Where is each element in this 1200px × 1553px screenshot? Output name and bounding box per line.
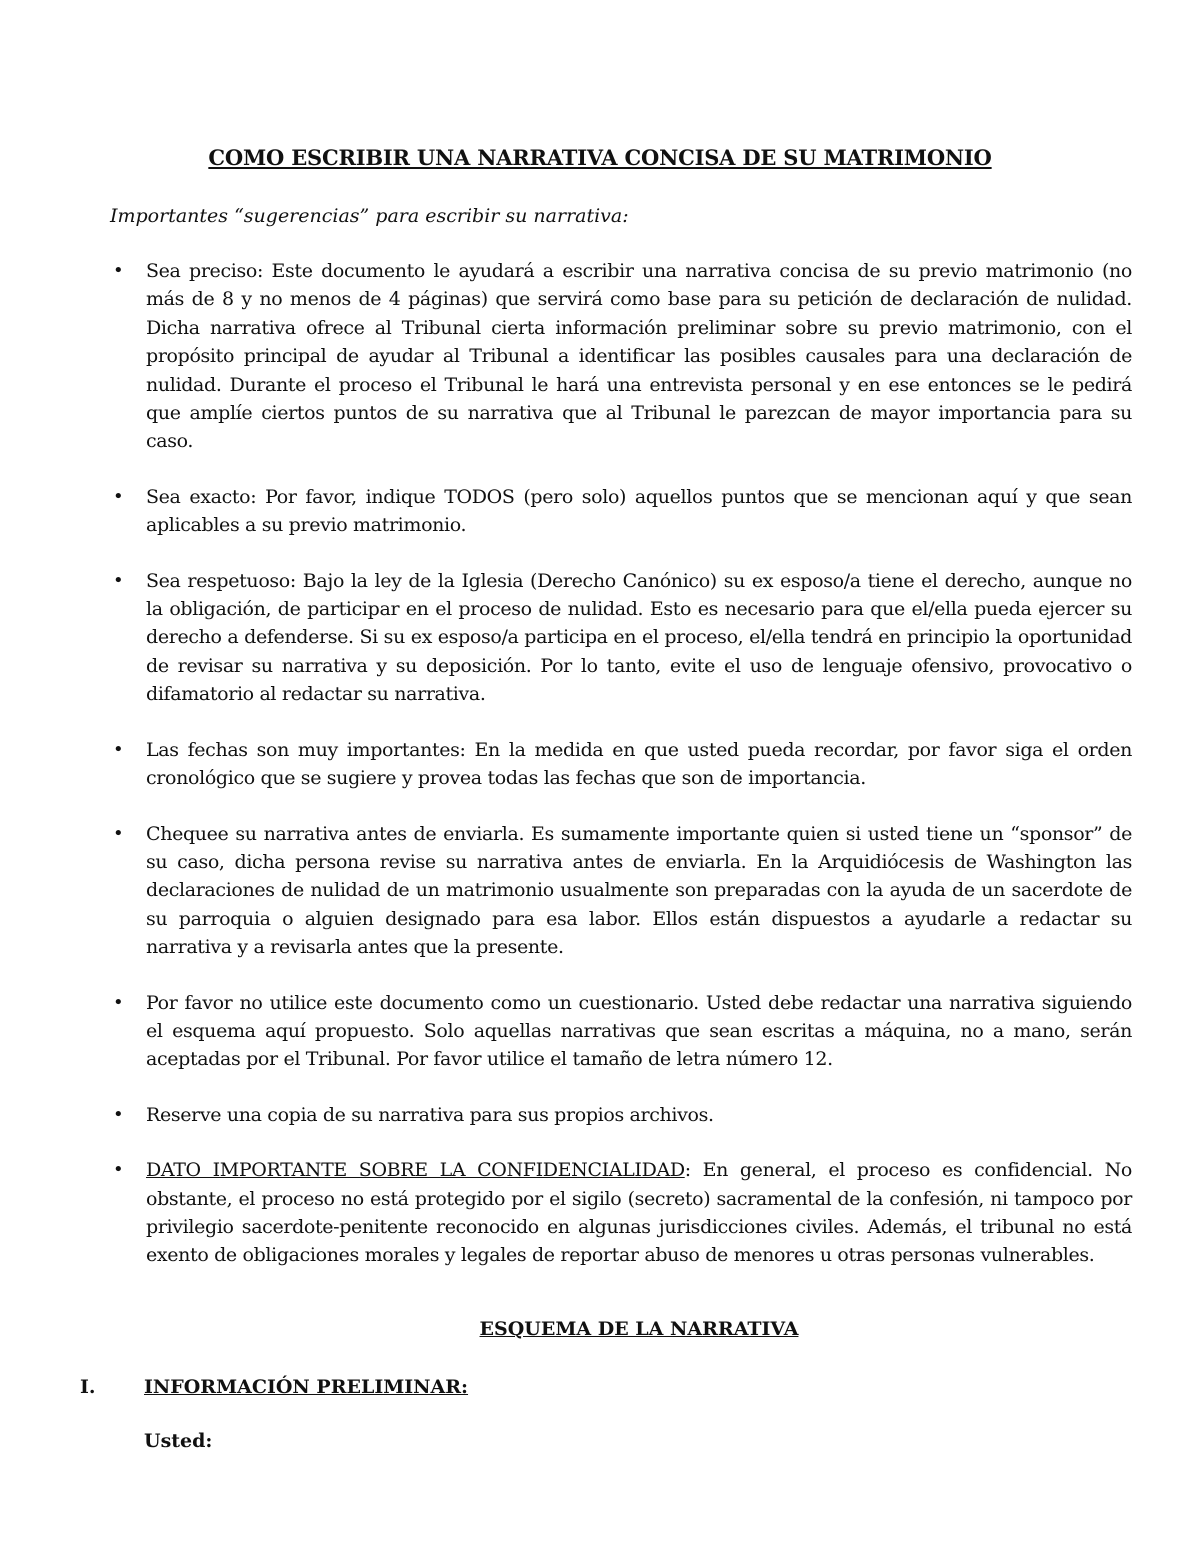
document-title: COMO ESCRIBIR UNA NARRATIVA CONCISA DE SU MATRIMONIO: [208, 145, 992, 170]
bullet-text: Por favor no utilice este documento como un cuestionario. Usted debe redactar una narrativa siguiendo el esquema aquí propuesto. Solo aquellas narrativas que sean escritas a máquina, no a mano, serán aceptadas por el Tribunal. Por favor utilice el tamaño de letra número 12.: [146, 991, 1132, 1071]
section-title: INFORMACIÓN PRELIMINAR:: [144, 1376, 469, 1398]
list-item: [113, 820, 1132, 962]
tips-subtitle: Importantes “sugerencias” para escribir su narrativa:: [110, 205, 629, 227]
outline-heading: ESQUEMA DE LA NARRATIVA: [479, 1318, 799, 1340]
list-item: [113, 736, 1132, 793]
bullet-text: Sea preciso: Este documento le ayudará a escribir una narrativa concisa de su previo matrimonio (no más de 8 y no menos de 4 páginas) que servirá como base para su petición de declaración de nulidad. Dicha narrativa ofrece al Tribunal cierta información preliminar sobre su previo matrimonio, con el propósito principal de ayudar al Tribunal a identificar las posibles causales para una declaración de nulidad. Durante el proceso el Tribunal le hará una entrevista personal y en ese entonces se le pedirá que amplíe ciertos puntos de su narrativa que al Tribunal le parezcan de mayor importancia para su caso.: [146, 260, 1132, 453]
bullet-text: : En general, el proceso es confidencial. No obstante, el proceso no está protegido por el sigilo (secreto) sacramental de la confesión, ni tampoco por privilegio sacerdote-penitente reconocido en algunas jurisdicciones civiles. Además, el tribunal no está exento de obligaciones morales y legales de reportar abuso de menores u otras personas vulnerables.: [146, 1159, 1132, 1267]
list-item: [113, 567, 1132, 709]
list-item: [113, 989, 1132, 1074]
confidentiality-label: DATO IMPORTANTE SOBRE LA CONFIDENCIALIDAD: [146, 1159, 685, 1182]
bullet-text: Chequee su narrativa antes de enviarla. Es sumamente importante quien si usted tiene un “sponsor” de su caso, dicha persona revise su narrativa antes de enviarla. En la Arquidiócesis de Washington las declaraciones de nulidad de un matrimonio usualmente son preparadas con la ayuda de un sacerdote de su parroquia o alguien designado para esa labor. Ellos están dispuestos a ayudarle a redactar su narrativa y a revisarla antes que la presente.: [146, 822, 1132, 959]
bullet-text: Reserve una copia de su narrativa para sus propios archivos.: [146, 1103, 714, 1126]
bullet-icon: •: [113, 822, 124, 844]
bullet-text: Sea respetuoso: Bajo la ley de la Iglesia (Derecho Canónico) su ex esposo/a tiene el derecho, aunque no la obligación, de participar en el proceso de nulidad. Esto es necesario para que el/ella pueda ejercer su derecho a defenderse. Si su ex esposo/a participa en el proceso, el/ella tendrá en principio la oportunidad de revisar su narrativa y su deposición. Por lo tanto, evite el uso de lenguaje ofensivo, provocativo o difamatorio al redactar su narrativa.: [146, 569, 1132, 706]
bullet-text: Sea exacto: Por favor, indique TODOS (pero solo) aquellos puntos que se mencionan aquí y que sean aplicables a su previo matrimonio.: [146, 485, 1132, 537]
bullet-icon: •: [113, 569, 124, 591]
bullet-text: Las fechas son muy importantes: En la medida en que usted pueda recordar, por favor siga el orden cronológico que se sugiere y provea todas las fechas que son de importancia.: [146, 738, 1132, 790]
bullet-icon: •: [113, 485, 124, 507]
bullet-icon: •: [113, 1159, 124, 1181]
bullet-icon: •: [113, 1103, 124, 1125]
bullet-icon: •: [113, 738, 124, 760]
section-subheading: Usted:: [144, 1430, 213, 1452]
list-item: [113, 1156, 1132, 1270]
bullet-icon: •: [113, 991, 124, 1013]
list-item: [113, 483, 1132, 540]
bullet-icon: •: [113, 260, 124, 281]
list-item: [113, 257, 1132, 456]
list-item: [113, 1101, 1132, 1129]
tips-list: [0, 257, 1200, 1297]
section-numeral: I.: [80, 1376, 96, 1398]
